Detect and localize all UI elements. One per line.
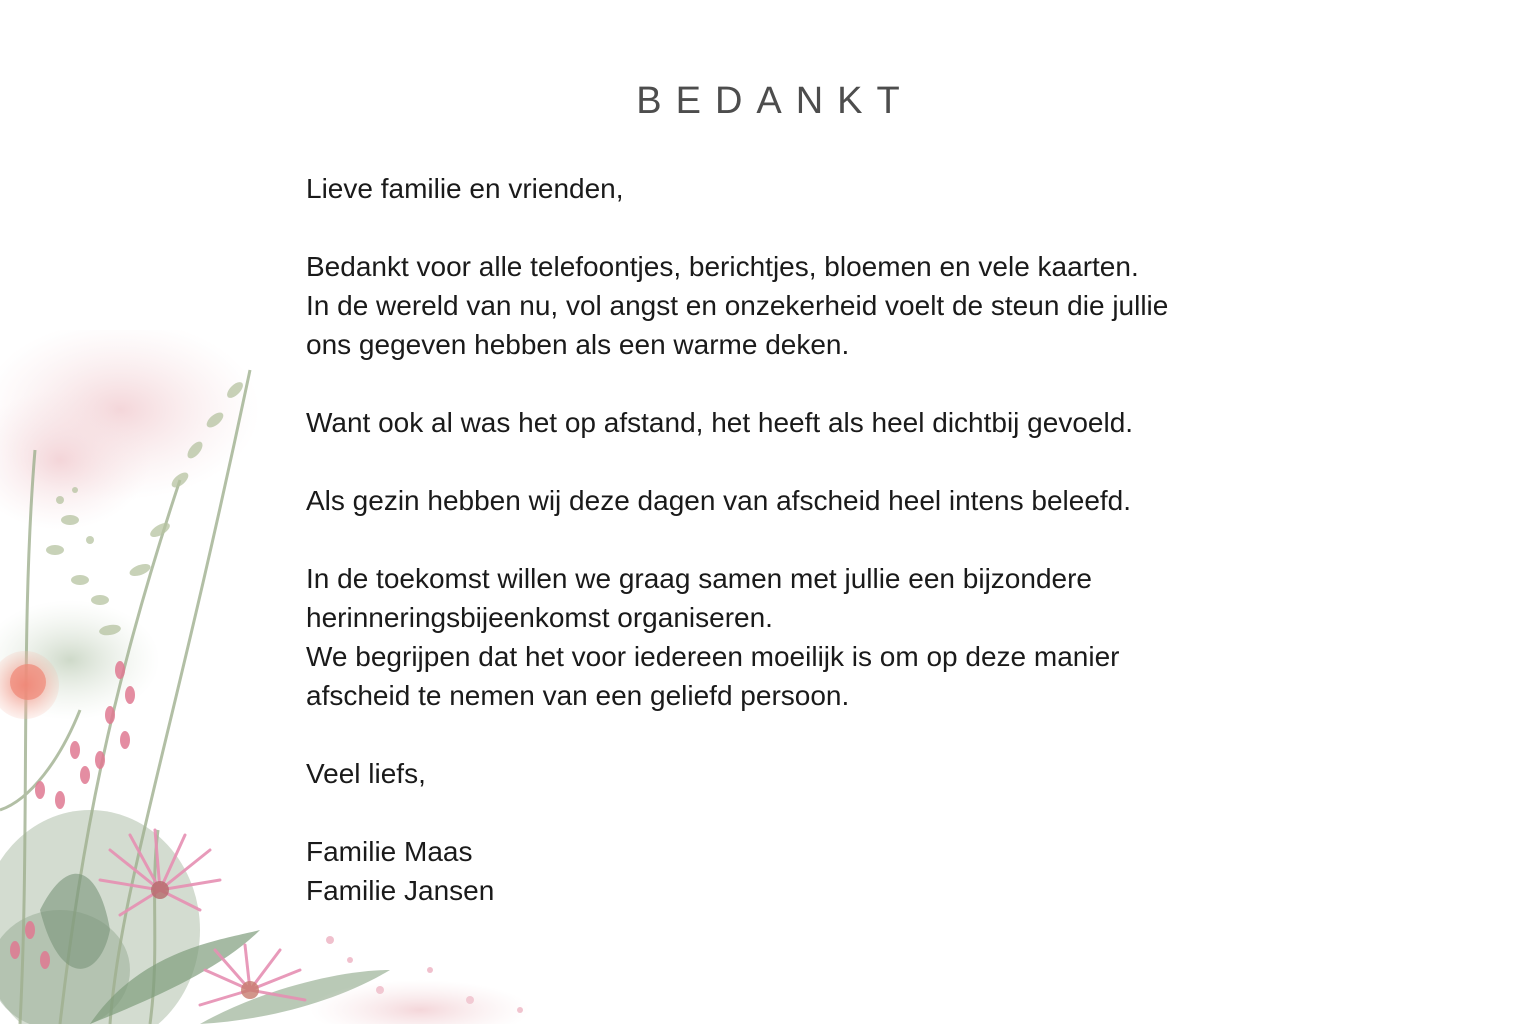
paragraph-line: afscheid te nemen van een geliefd persoon. bbox=[306, 680, 850, 711]
paragraph-line: Als gezin hebben wij deze dagen van afscheid heel intens beleefd. bbox=[306, 485, 1132, 516]
paragraph-line: In de toekomst willen we graag samen met jullie een bijzondere bbox=[306, 563, 1092, 594]
signature-line: Familie Jansen bbox=[306, 875, 495, 906]
greeting bbox=[306, 169, 1346, 208]
letter-body bbox=[306, 169, 1346, 910]
paragraph-future bbox=[306, 559, 1346, 715]
signature-line: Familie Maas bbox=[306, 836, 473, 867]
paragraph-distance bbox=[306, 403, 1346, 442]
card-title: BEDANKT bbox=[636, 80, 914, 122]
paragraph-line: We begrijpen dat het voor iedereen moeilijk is om op deze manier bbox=[306, 641, 1120, 672]
paragraph-line: Bedankt voor alle telefoontjes, berichtjes, bloemen en vele kaarten. bbox=[306, 251, 1139, 282]
paragraph-line: herinneringsbijeenkomst organiseren. bbox=[306, 602, 773, 633]
paragraph-line: In de wereld van nu, vol angst en onzekerheid voelt de steun die jullie bbox=[306, 290, 1169, 321]
closing bbox=[306, 754, 1346, 793]
closing-line: Veel liefs, bbox=[306, 758, 426, 789]
paragraph-line: ons gegeven hebben als een warme deken. bbox=[306, 329, 850, 360]
paragraph-thanks bbox=[306, 247, 1346, 364]
greeting-line: Lieve familie en vrienden, bbox=[306, 173, 624, 204]
signatures bbox=[306, 832, 1346, 910]
paragraph-family bbox=[306, 481, 1346, 520]
paragraph-line: Want ook al was het op afstand, het heeft als heel dichtbij gevoeld. bbox=[306, 407, 1134, 438]
